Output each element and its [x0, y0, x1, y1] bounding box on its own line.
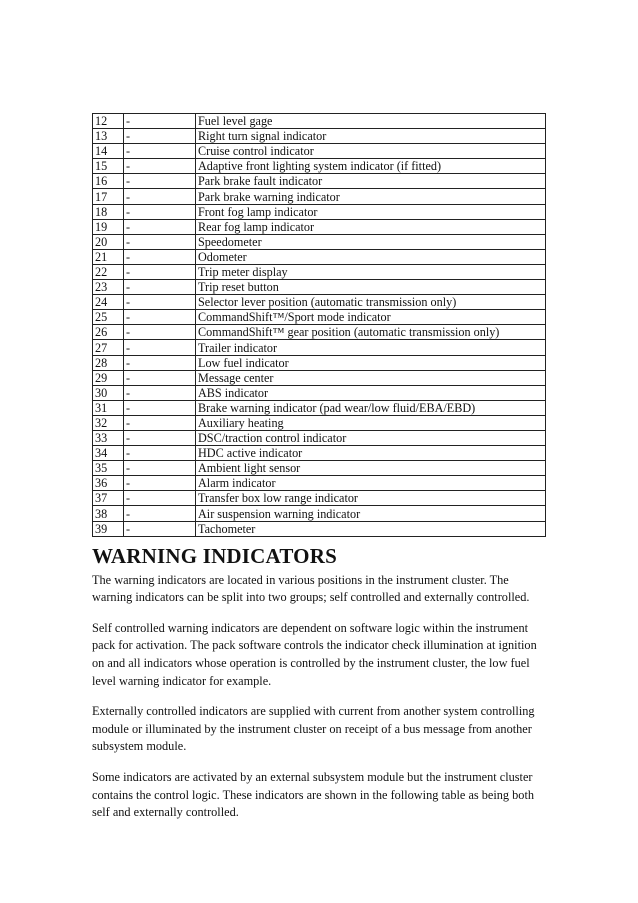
row-description: Auxiliary heating [196, 415, 546, 430]
row-description: HDC active indicator [196, 446, 546, 461]
row-separator: - [124, 446, 196, 461]
table-row [93, 476, 546, 491]
row-description: Low fuel indicator [196, 355, 546, 370]
row-description: Fuel level gage [196, 114, 546, 129]
document-page [92, 113, 546, 835]
row-number: 24 [93, 295, 124, 310]
row-number: 19 [93, 219, 124, 234]
row-separator: - [124, 295, 196, 310]
row-description: Tachometer [196, 521, 546, 536]
row-separator: - [124, 114, 196, 129]
row-separator: - [124, 159, 196, 174]
row-description: Rear fog lamp indicator [196, 219, 546, 234]
row-number: 39 [93, 521, 124, 536]
table-row [93, 249, 546, 264]
row-description: Cruise control indicator [196, 144, 546, 159]
row-number: 33 [93, 430, 124, 445]
row-number: 28 [93, 355, 124, 370]
row-description: Ambient light sensor [196, 461, 546, 476]
row-number: 31 [93, 400, 124, 415]
row-number: 17 [93, 189, 124, 204]
row-separator: - [124, 280, 196, 295]
row-separator: - [124, 310, 196, 325]
row-description: Selector lever position (automatic transmission only) [196, 295, 546, 310]
row-number: 15 [93, 159, 124, 174]
row-separator: - [124, 355, 196, 370]
row-number: 36 [93, 476, 124, 491]
row-description: CommandShift™/Sport mode indicator [196, 310, 546, 325]
row-description: Alarm indicator [196, 476, 546, 491]
table-row [93, 340, 546, 355]
row-number: 35 [93, 461, 124, 476]
table-row [93, 219, 546, 234]
table-row [93, 415, 546, 430]
row-description: Trip reset button [196, 280, 546, 295]
row-number: 22 [93, 264, 124, 279]
table-row [93, 506, 546, 521]
row-number: 21 [93, 249, 124, 264]
table-row [93, 446, 546, 461]
section-heading: WARNING INDICATORS [92, 543, 337, 568]
row-separator: - [124, 521, 196, 536]
row-separator: - [124, 204, 196, 219]
row-separator: - [124, 476, 196, 491]
row-description: Speedometer [196, 234, 546, 249]
table-row [93, 129, 546, 144]
row-number: 20 [93, 234, 124, 249]
row-separator: - [124, 219, 196, 234]
table-row [93, 174, 546, 189]
row-separator: - [124, 385, 196, 400]
row-number: 26 [93, 325, 124, 340]
table-row [93, 295, 546, 310]
component-key-table [92, 113, 546, 537]
row-number: 34 [93, 446, 124, 461]
table-row [93, 189, 546, 204]
row-description: Front fog lamp indicator [196, 204, 546, 219]
paragraph-self-controlled: Self controlled warning indicators are dependent on software logic within the instrument pack for activation. The pack software controls the indicator check illumination at ignition on and all indicators whose operation is controlled by the instrument cluster, the low fuel level warning indicator for example. [92, 620, 537, 688]
row-separator: - [124, 461, 196, 476]
table-row [93, 370, 546, 385]
row-separator: - [124, 491, 196, 506]
table-row [93, 280, 546, 295]
row-number: 12 [93, 114, 124, 129]
row-number: 27 [93, 340, 124, 355]
row-description: DSC/traction control indicator [196, 430, 546, 445]
row-number: 23 [93, 280, 124, 295]
row-description: ABS indicator [196, 385, 546, 400]
row-separator: - [124, 370, 196, 385]
row-separator: - [124, 340, 196, 355]
table-row [93, 400, 546, 415]
component-key-table-body [93, 114, 546, 537]
row-separator: - [124, 144, 196, 159]
table-row [93, 114, 546, 129]
row-separator: - [124, 325, 196, 340]
table-row [93, 385, 546, 400]
row-separator: - [124, 264, 196, 279]
row-description: Right turn signal indicator [196, 129, 546, 144]
row-description: Trailer indicator [196, 340, 546, 355]
row-description: Message center [196, 370, 546, 385]
table-row [93, 264, 546, 279]
row-separator: - [124, 174, 196, 189]
row-number: 14 [93, 144, 124, 159]
table-row [93, 521, 546, 536]
row-number: 18 [93, 204, 124, 219]
row-number: 13 [93, 129, 124, 144]
table-row [93, 325, 546, 340]
row-description: Air suspension warning indicator [196, 506, 546, 521]
table-row [93, 430, 546, 445]
row-separator: - [124, 234, 196, 249]
table-row [93, 355, 546, 370]
row-description: Trip meter display [196, 264, 546, 279]
row-separator: - [124, 249, 196, 264]
table-row [93, 310, 546, 325]
row-description: CommandShift™ gear position (automatic transmission only) [196, 325, 546, 340]
row-number: 29 [93, 370, 124, 385]
row-description: Park brake fault indicator [196, 174, 546, 189]
row-description: Brake warning indicator (pad wear/low fluid/EBA/EBD) [196, 400, 546, 415]
row-separator: - [124, 430, 196, 445]
row-number: 32 [93, 415, 124, 430]
row-separator: - [124, 400, 196, 415]
row-number: 30 [93, 385, 124, 400]
table-row [93, 159, 546, 174]
row-number: 25 [93, 310, 124, 325]
row-description: Transfer box low range indicator [196, 491, 546, 506]
table-row [93, 144, 546, 159]
table-row [93, 234, 546, 249]
table-row [93, 204, 546, 219]
paragraph-externally-controlled: Externally controlled indicators are supplied with current from another system controlling module or illuminated by the instrument cluster on receipt of a bus message from another subsystem module. [92, 704, 535, 754]
row-separator: - [124, 189, 196, 204]
paragraph-intro: The warning indicators are located in various positions in the instrument cluster. The warning indicators can be split into two groups; self controlled and externally controlled. [92, 572, 530, 605]
row-description: Odometer [196, 249, 546, 264]
row-number: 37 [93, 491, 124, 506]
row-separator: - [124, 129, 196, 144]
row-description: Adaptive front lighting system indicator (if fitted) [196, 159, 546, 174]
row-description: Park brake warning indicator [196, 189, 546, 204]
table-row [93, 461, 546, 476]
row-separator: - [124, 506, 196, 521]
row-number: 38 [93, 506, 124, 521]
table-row [93, 491, 546, 506]
row-number: 16 [93, 174, 124, 189]
row-separator: - [124, 415, 196, 430]
paragraph-mixed-control: Some indicators are activated by an external subsystem module but the instrument cluster contains the control logic. These indicators are shown in the following table as being both self and externally controlled. [92, 769, 535, 820]
